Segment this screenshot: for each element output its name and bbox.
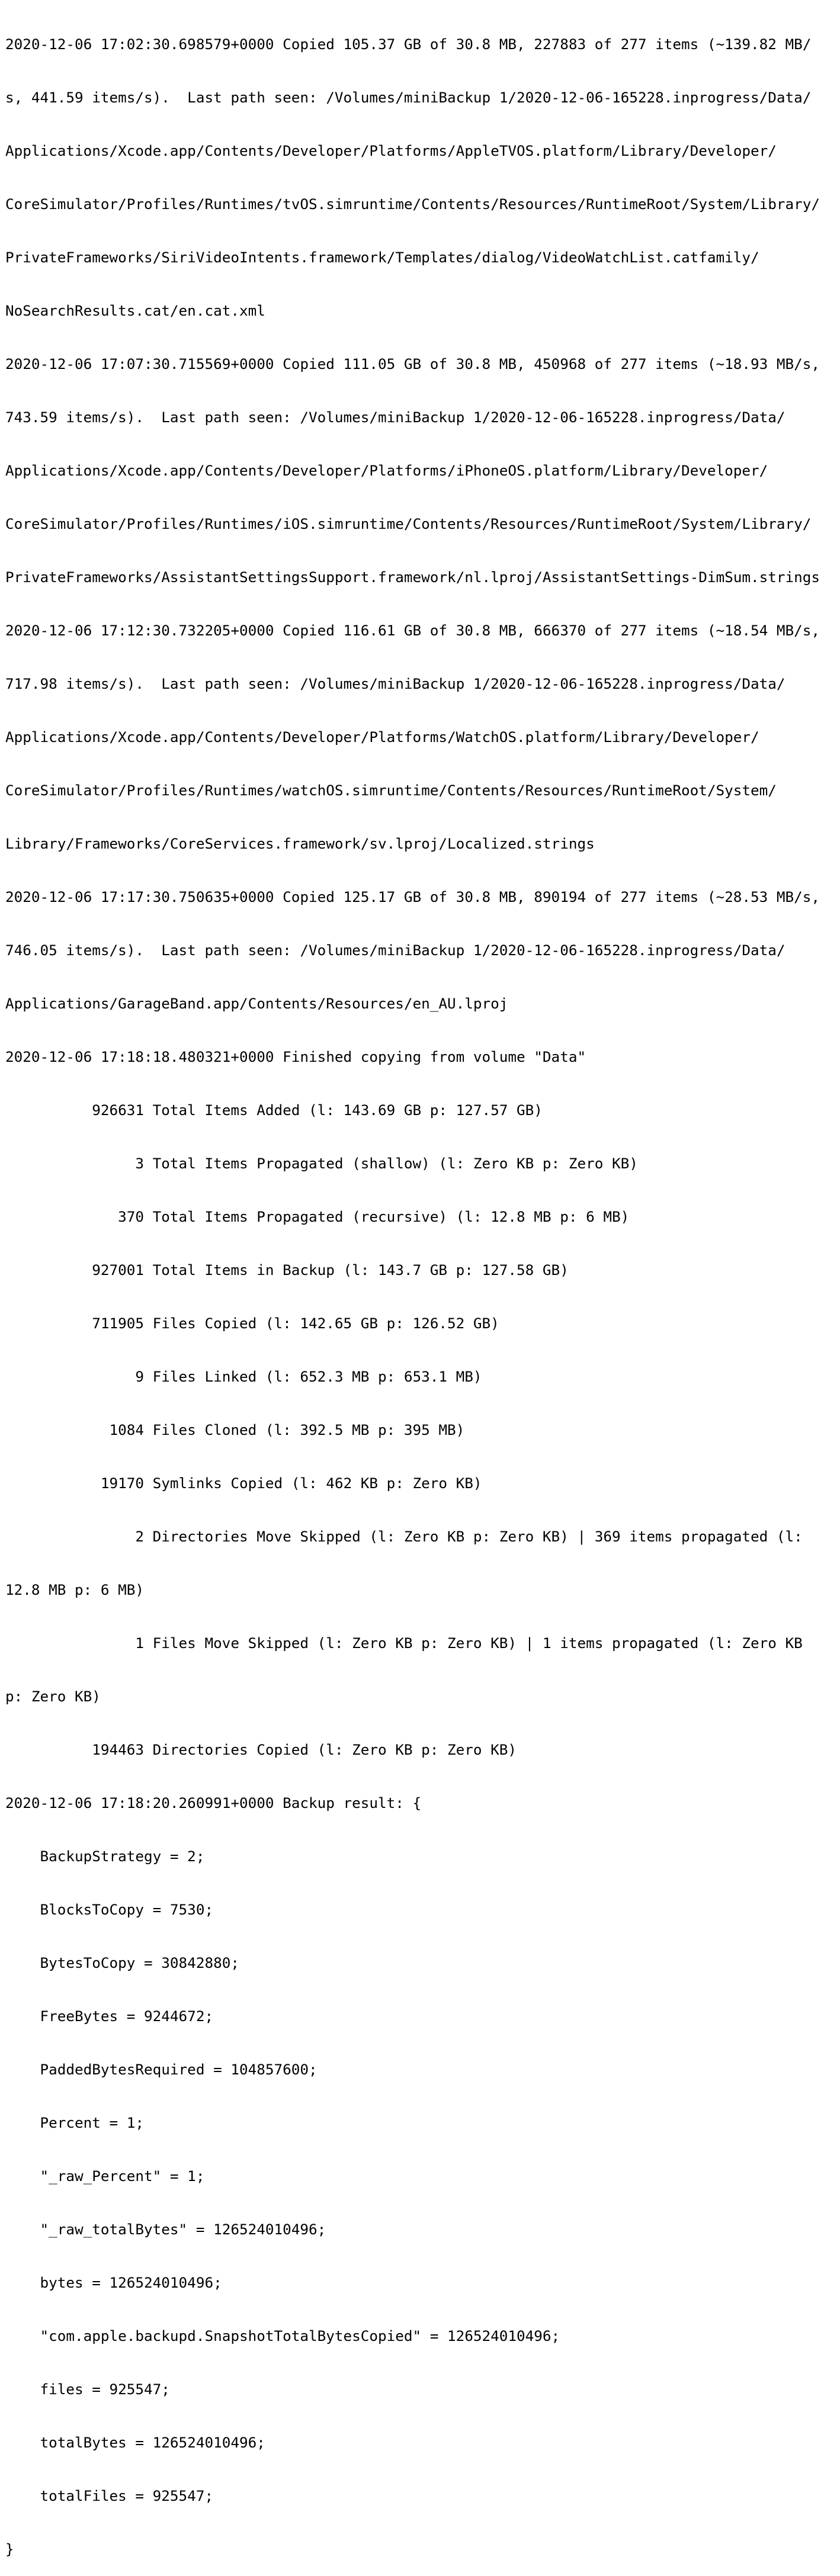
log-line: s, 441.59 items/s). Last path seen: /Volumes/miniBackup 1/2020-12-06-165228.inprogress/Data/ [5, 89, 812, 106]
log-line: 1 Files Move Skipped (l: Zero KB p: Zero KB) | 1 items propagated (l: Zero KB [5, 1634, 803, 1652]
log-line: totalBytes = 126524010496; [5, 2434, 265, 2451]
log-line: 746.05 items/s). Last path seen: /Volumes/miniBackup 1/2020-12-06-165228.inprogress/Data/ [5, 942, 786, 959]
log-line: 1084 Files Cloned (l: 392.5 MB p: 395 MB) [5, 1421, 465, 1438]
log-line: 2020-12-06 17:12:30.732205+0000 Copied 116.61 GB of 30.8 MB, 666370 of 277 items (~18.54 MB/s, [5, 622, 820, 639]
log-line: BackupStrategy = 2; [5, 1848, 205, 1865]
log-line: bytes = 126524010496; [5, 2274, 222, 2291]
log-line: 2020-12-06 17:18:18.480321+0000 Finished copying from volume "Data" [5, 1048, 586, 1065]
log-line: 19170 Symlinks Copied (l: 462 KB p: Zero KB) [5, 1475, 482, 1492]
log-line: 194463 Directories Copied (l: Zero KB p: Zero KB) [5, 1741, 517, 1758]
log-line: Applications/Xcode.app/Contents/Developer/Platforms/WatchOS.platform/Library/Developer/ [5, 728, 759, 746]
log-line: 926631 Total Items Added (l: 143.69 GB p: 127.57 GB) [5, 1101, 543, 1119]
log-line: 2020-12-06 17:07:30.715569+0000 Copied 111.05 GB of 30.8 MB, 450968 of 277 items (~18.93 MB/s, [5, 355, 820, 372]
log-line: 9 Files Linked (l: 652.3 MB p: 653.1 MB) [5, 1368, 482, 1385]
log-line: BlocksToCopy = 7530; [5, 1901, 214, 1918]
log-line: Applications/GarageBand.app/Contents/Resources/en_AU.lproj [5, 995, 508, 1012]
log-line: "_raw_Percent" = 1; [5, 2167, 205, 2185]
log-line: 743.59 items/s). Last path seen: /Volumes/miniBackup 1/2020-12-06-165228.inprogress/Data/ [5, 409, 786, 426]
log-line: 12.8 MB p: 6 MB) [5, 1581, 145, 1598]
log-line: Applications/Xcode.app/Contents/Developer/Platforms/AppleTVOS.platform/Library/Developer/ [5, 142, 777, 159]
log-line: CoreSimulator/Profiles/Runtimes/tvOS.simruntime/Contents/Resources/RuntimeRoot/System/Library/ [5, 195, 820, 213]
log-line: 3 Total Items Propagated (shallow) (l: Zero KB p: Zero KB) [5, 1155, 638, 1172]
log-text-view[interactable] [5, 0, 838, 2558]
log-line: "_raw_totalBytes" = 126524010496; [5, 2221, 326, 2238]
log-line: totalFiles = 925547; [5, 2487, 214, 2504]
log-line: Percent = 1; [5, 2114, 145, 2131]
log-line: 2020-12-06 17:18:20.260991+0000 Backup result: { [5, 1794, 422, 1811]
log-line: PaddedBytesRequired = 104857600; [5, 2061, 318, 2078]
log-line: CoreSimulator/Profiles/Runtimes/watchOS.simruntime/Contents/Resources/RuntimeRoot/System/ [5, 782, 777, 799]
log-line: Applications/Xcode.app/Contents/Developer/Platforms/iPhoneOS.platform/Library/Developer/ [5, 462, 768, 479]
log-line: PrivateFrameworks/SiriVideoIntents.framework/Templates/dialog/VideoWatchList.catfamily/ [5, 249, 759, 266]
log-line: FreeBytes = 9244672; [5, 2008, 214, 2025]
log-line: PrivateFrameworks/AssistantSettingsSupport.framework/nl.lproj/AssistantSettings-DimSum.strings [5, 568, 820, 586]
log-line: Library/Frameworks/CoreServices.framework/sv.lproj/Localized.strings [5, 835, 595, 852]
log-line: NoSearchResults.cat/en.cat.xml [5, 302, 265, 319]
log-line: CoreSimulator/Profiles/Runtimes/iOS.simruntime/Contents/Resources/RuntimeRoot/System/Library/ [5, 515, 812, 532]
log-line: 711905 Files Copied (l: 142.65 GB p: 126.52 GB) [5, 1315, 499, 1332]
log-line: "com.apple.backupd.SnapshotTotalBytesCopied" = 126524010496; [5, 2327, 560, 2344]
log-line: 927001 Total Items in Backup (l: 143.7 GB p: 127.58 GB) [5, 1261, 569, 1279]
log-line: } [5, 2540, 14, 2558]
log-line: 717.98 items/s). Last path seen: /Volumes/miniBackup 1/2020-12-06-165228.inprogress/Data/ [5, 675, 786, 692]
log-line: BytesToCopy = 30842880; [5, 1954, 239, 1971]
log-line: 370 Total Items Propagated (recursive) (l: 12.8 MB p: 6 MB) [5, 1208, 630, 1225]
log-line: 2020-12-06 17:02:30.698579+0000 Copied 105.37 GB of 30.8 MB, 227883 of 277 items (~139.82 MB/ [5, 36, 812, 53]
log-line: files = 925547; [5, 2381, 170, 2398]
log-line: p: Zero KB) [5, 1688, 101, 1705]
log-line: 2020-12-06 17:17:30.750635+0000 Copied 125.17 GB of 30.8 MB, 890194 of 277 items (~28.53 MB/s, [5, 888, 820, 905]
log-line: 2 Directories Move Skipped (l: Zero KB p: Zero KB) | 369 items propagated (l: [5, 1528, 803, 1545]
